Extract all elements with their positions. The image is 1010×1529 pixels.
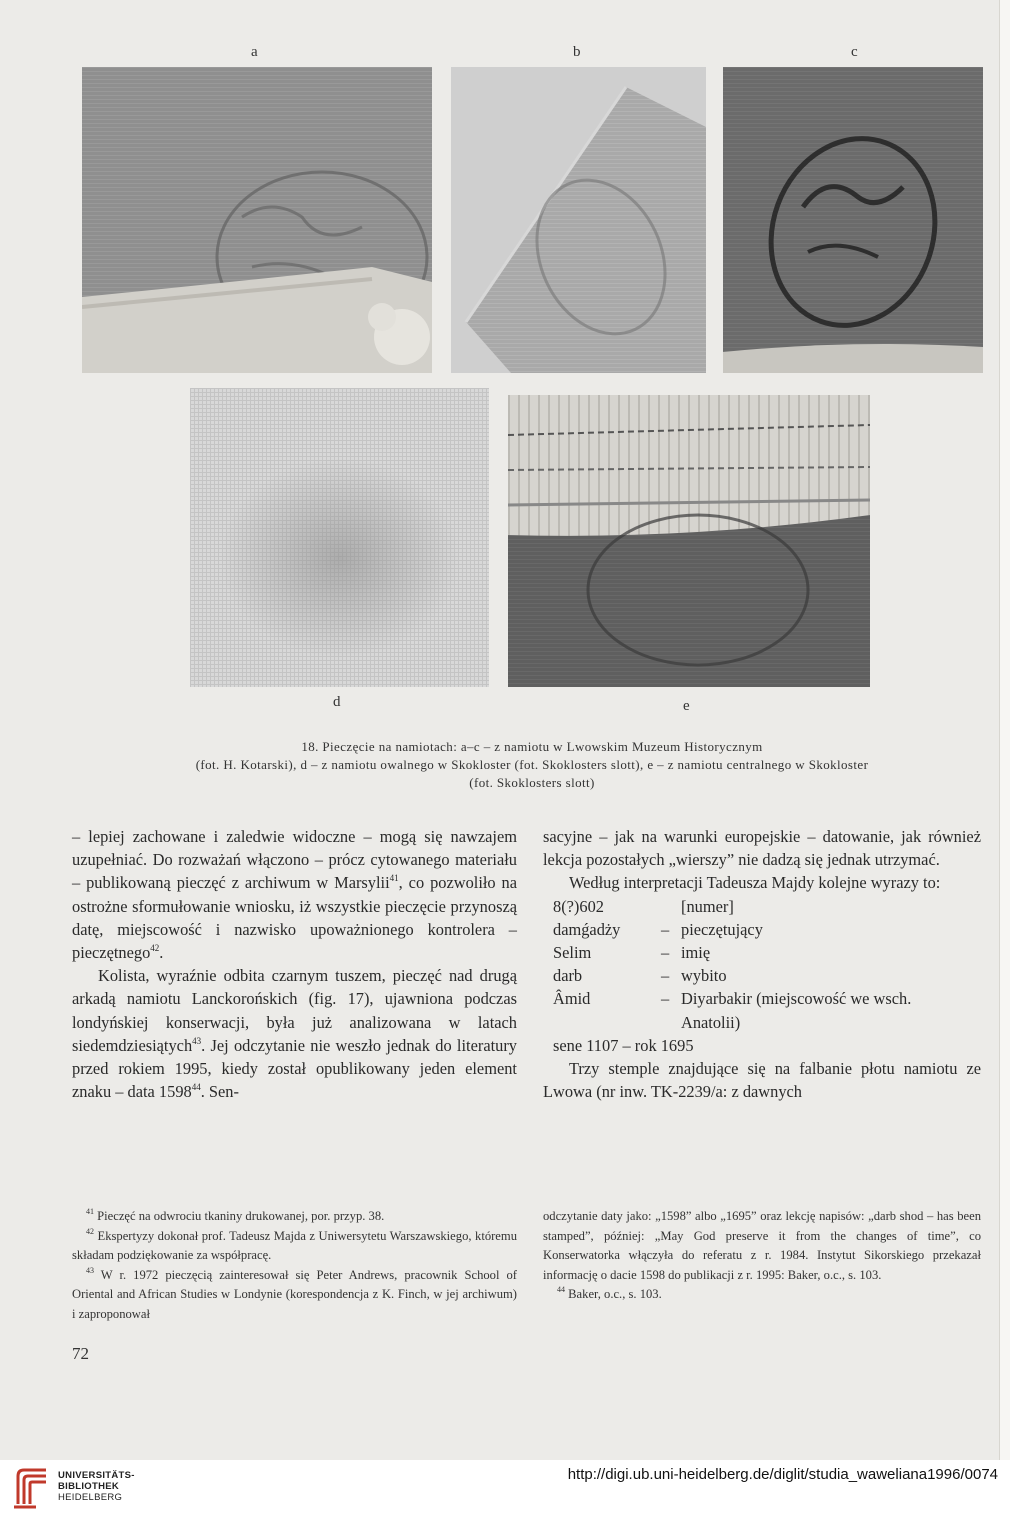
footnote: $^{41}$ Pieczęć na odwrociu tkaniny drukowanej, por. przyp. 38. <box>86 1207 385 1223</box>
figure-label-e: e <box>683 698 690 714</box>
footnotes-left <box>72 1207 517 1325</box>
source-url-link[interactable]: http://digi.ub.uni-heidelberg.de/diglit/studia_waweliana1996/0074 <box>567 1466 998 1483</box>
caption-line: (fot. H. Kotarski), d – z namiotu owalnego w Skokloster (fot. Skoklosters slott), e – z namiotu centralnego w Skokloster <box>195 757 869 772</box>
list-item: Âmid – Diyarbakir (miejscowość we wsch. <box>553 989 912 1009</box>
caption-line: 18. Pieczęcie na namiotach: a–c – z namiotu w Lwowskim Muzeum Historycznym <box>301 739 763 754</box>
photo-b-seal-on-fabric <box>451 67 706 373</box>
paragraph: Trzy stemple znajdujące się na falbanie płotu namiotu ze Lwowa (nr inw. TK-2239/a: z dawnych <box>543 1059 981 1102</box>
footnote-ref: 41 <box>389 873 399 884</box>
paragraph: – lepiej zachowane i zaledwie widoczne – mogą się nawzajem uzupełniać. Do rozważań włączono – prócz cytowanego materiału – publikowaną pieczęć z archiwum w Marsylii$^{41}$, co pozwoliło na ostrożne sformułowanie wniosku, iż wszystkie pieczęcie przynoszą datę, miejscowość i nazwisko upoważnionego kontrolera – pieczętnego$^{42}$. <box>72 827 518 963</box>
page-edge <box>999 0 1010 1460</box>
right-text-column <box>543 825 981 1103</box>
footnote: $^{42}$ Ekspertyzy dokonał prof. Tadeusz Majda z Uniwersytetu Warszawskiego, któremu składam podziękowanie za współpracę. <box>72 1226 517 1263</box>
photo-c-seal-on-fabric <box>723 67 983 373</box>
figure-label-d: d <box>333 694 341 710</box>
caption-line: (fot. Skoklosters slott) <box>469 775 595 790</box>
figure-label-c: c <box>851 44 858 60</box>
list-item-date: sene 1107 – rok 1695 <box>553 1035 694 1055</box>
list-item: damǵadży – pieczętujący <box>553 919 763 939</box>
footnote-continuation: odczytanie daty jako: „1598” albo „1695” oraz lekcję napisów: „darb shod – has been stamped”, później: „May God preserve it from the changes of time”, co Konserwatorka włączyła do referatu z r. 1984. Instytut Sikorskiego przekazał informację o dacie 1598 do publikacji z r. 1995: Baker, o.c., s. 103. <box>543 1209 981 1282</box>
footnote-ref: 42 <box>150 943 160 954</box>
footnote: $^{44}$ Baker, o.c., s. 103. <box>557 1285 662 1302</box>
list-item: Anatolii) <box>681 1012 741 1032</box>
paragraph: sacyjne – jak na warunki europejskie – datowanie, jak również lekcja pozostałych „wierszy” nie dadzą się jednak utrzymać. <box>543 827 981 870</box>
paragraph: Kolista, wyraźnie odbita czarnym tuszem, pieczęć nad drugą arkadą namiotu Lanckorońskich (fig. 17), ujawniona podczas londyńskiej konserwacji, była już analizowana w latach siedemdziesiątych$^{43}$. Jej odczytanie nie weszło jednak do literatury przed rokiem 1995, kiedy został opublikowany jeden element znaku – data 1598$^{44}$. Sen- <box>72 966 517 1102</box>
photo-a-seal-on-fabric <box>82 67 432 373</box>
paragraph: Według interpretacji Tadeusza Majdy kolejne wyrazy to: <box>569 873 941 893</box>
footnote: $^{43}$ W r. 1972 pieczęcią zainteresował się Peter Andrews, pracownik School of Oriental and African Studies w Londynie (korespondencja z K. Finch, w jej archiwum) i zaproponował <box>72 1265 517 1321</box>
figure-caption <box>72 738 992 792</box>
list-item: Selim – imię <box>553 943 711 963</box>
photo-e-seal-below-woven-band <box>508 395 870 687</box>
library-logo-icon <box>12 1466 52 1510</box>
footnote-ref: 44 <box>191 1082 201 1093</box>
photo-d-faint-seal <box>190 388 489 687</box>
left-text-column <box>72 825 517 1103</box>
list-item: 8(?)602 [numer] <box>553 896 734 916</box>
page-number: 72 <box>72 1344 89 1363</box>
footnotes-right <box>543 1207 981 1305</box>
interpretation-list <box>543 895 981 1057</box>
library-logo-text: UNIVERSITÄTS- BIBLIOTHEK HEIDELBERG <box>58 1470 135 1503</box>
footnote-ref: 43 <box>192 1035 202 1046</box>
figure-label-a: a <box>251 44 258 60</box>
list-item: darb – wybito <box>553 966 727 986</box>
figure-label-b: b <box>573 44 581 60</box>
